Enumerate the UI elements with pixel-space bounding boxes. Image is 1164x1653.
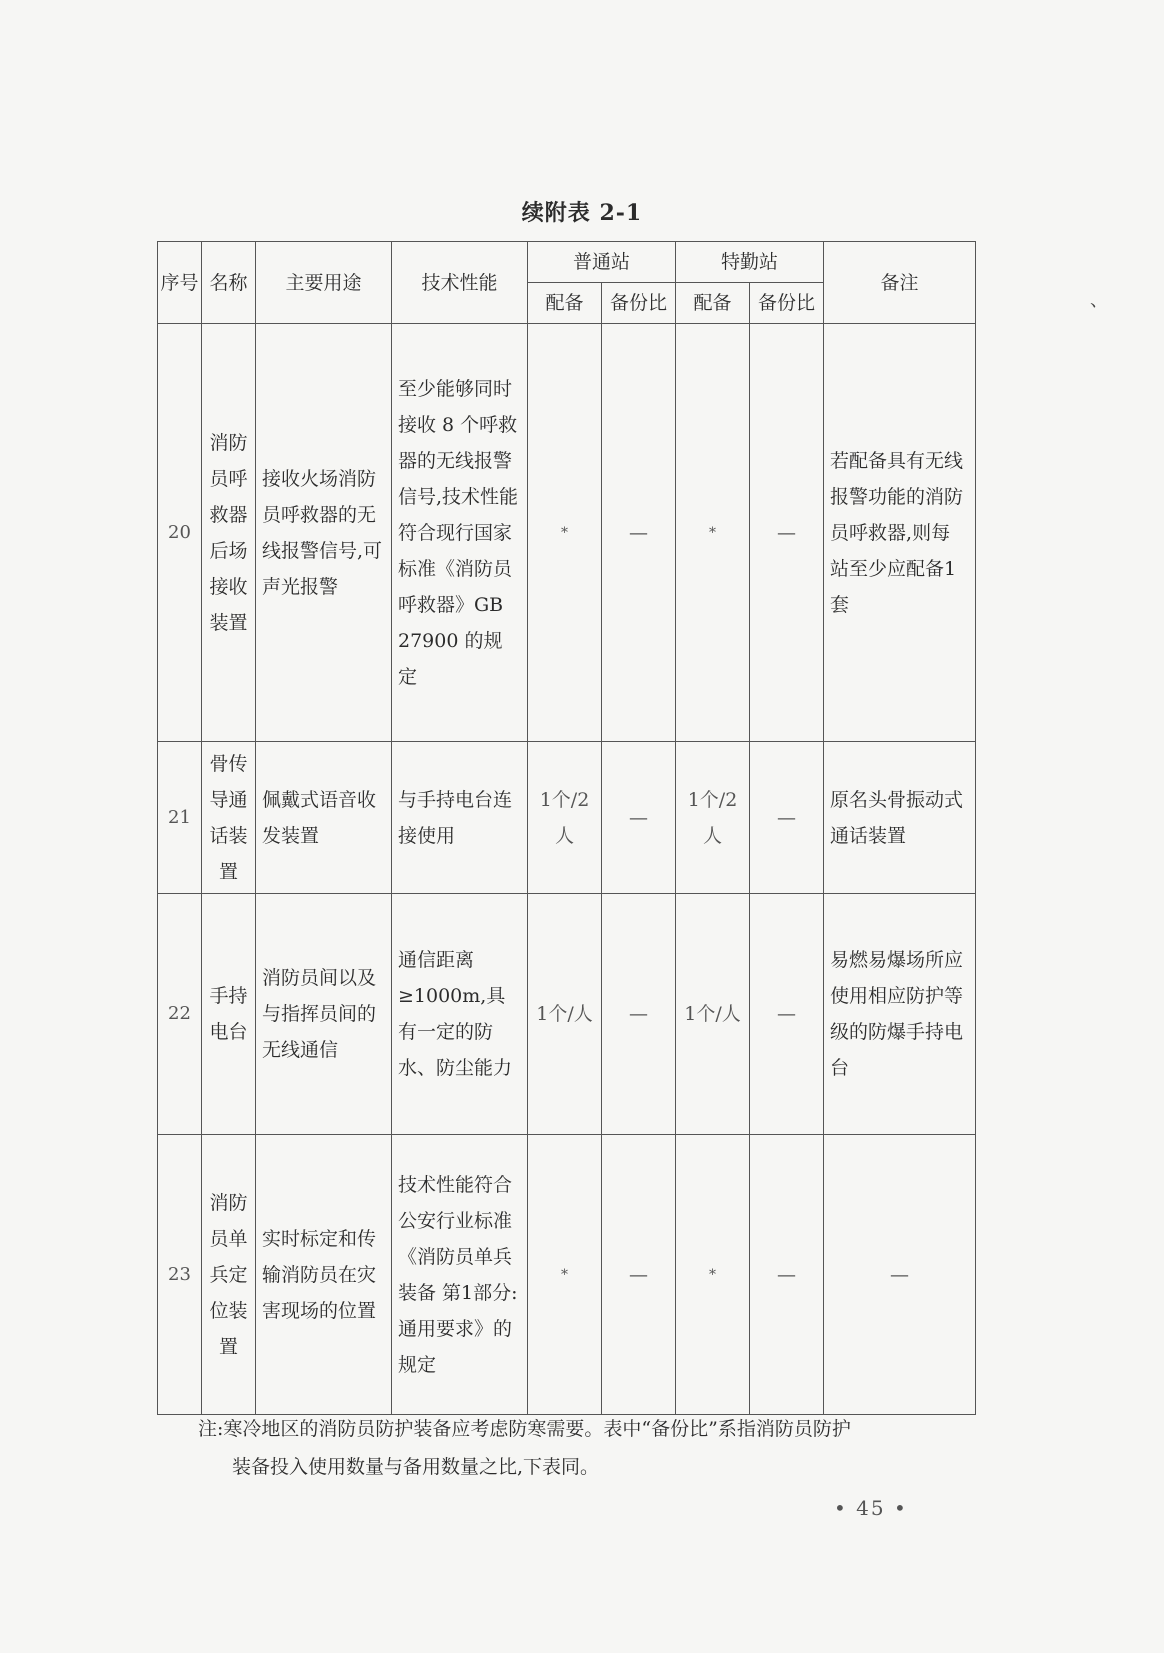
- row-special-backup: —: [750, 1135, 824, 1415]
- row-use: 接收火场消防员呼救器的无线报警信号,可声光报警: [256, 324, 392, 742]
- row-perf: 通信距离≥1000m,具有一定的防水、防尘能力: [392, 894, 528, 1135]
- page-number: • 45 •: [834, 1496, 908, 1520]
- row-name: 消防员单兵定位装置: [202, 1135, 256, 1415]
- header-special-station: 特勤站: [676, 242, 824, 283]
- row-special-backup: —: [750, 894, 824, 1135]
- row-use: 佩戴式语音收发装置: [256, 742, 392, 894]
- header-normal-backup: 备份比: [602, 283, 676, 324]
- table-row: [158, 324, 976, 742]
- row-use: 消防员间以及与指挥员间的无线通信: [256, 894, 392, 1135]
- row-special-equip: *: [676, 1135, 750, 1415]
- row-seq: 20: [158, 324, 202, 742]
- table-note: [200, 1410, 980, 1486]
- table-title: 续附表 2-1: [521, 200, 643, 226]
- row-normal-backup: —: [602, 324, 676, 742]
- row-seq: 22: [158, 894, 202, 1135]
- header-special-equip: 配备: [676, 283, 750, 324]
- equipment-table: [157, 241, 976, 1415]
- row-normal-equip: *: [528, 324, 602, 742]
- header-normal-station: 普通站: [528, 242, 676, 283]
- row-use: 实时标定和传输消防员在灾害现场的位置: [256, 1135, 392, 1415]
- row-perf: 与手持电台连接使用: [392, 742, 528, 894]
- row-special-equip: 1个/人: [676, 894, 750, 1135]
- note-line-2: 装备投入使用数量与备用数量之比,下表同。: [232, 1456, 600, 1478]
- row-normal-backup: —: [602, 742, 676, 894]
- header-use: 主要用途: [256, 242, 392, 324]
- row-perf: 技术性能符合公安行业标准《消防员单兵装备 第1部分:通用要求》的规定: [392, 1135, 528, 1415]
- table-row: [158, 1135, 976, 1415]
- row-seq: 21: [158, 742, 202, 894]
- note-line-1: 注:寒冷地区的消防员防护装备应考虑防寒需要。表中“备份比”系指消防员防护: [198, 1418, 851, 1440]
- row-normal-equip: *: [528, 1135, 602, 1415]
- header-normal-equip: 配备: [528, 283, 602, 324]
- table-row: [158, 742, 976, 894]
- header-remarks: 备注: [824, 242, 976, 324]
- row-remarks: —: [824, 1135, 976, 1415]
- row-special-equip: 1个/2人: [676, 742, 750, 894]
- row-name: 消防员呼救器后场接收装置: [202, 324, 256, 742]
- header-seq: 序号: [158, 242, 202, 324]
- row-normal-equip: 1个/人: [528, 894, 602, 1135]
- row-special-backup: —: [750, 324, 824, 742]
- row-name: 手持电台: [202, 894, 256, 1135]
- row-remarks: 若配备具有无线报警功能的消防员呼救器,则每站至少应配备1套: [824, 324, 976, 742]
- header-name: 名称: [202, 242, 256, 324]
- row-remarks: 原名头骨振动式通话装置: [824, 742, 976, 894]
- stray-mark: 、: [1090, 290, 1108, 311]
- row-normal-backup: —: [602, 894, 676, 1135]
- row-normal-backup: —: [602, 1135, 676, 1415]
- row-name: 骨传导通话装置: [202, 742, 256, 894]
- row-remarks: 易燃易爆场所应使用相应防护等级的防爆手持电台: [824, 894, 976, 1135]
- table-row: [158, 894, 976, 1135]
- row-perf: 至少能够同时接收 8 个呼救器的无线报警信号,技术性能符合现行国家标准《消防员呼救器》GB 27900 的规定: [392, 324, 528, 742]
- row-normal-equip: 1个/2人: [528, 742, 602, 894]
- row-special-backup: —: [750, 742, 824, 894]
- row-special-equip: *: [676, 324, 750, 742]
- header-perf: 技术性能: [392, 242, 528, 324]
- header-special-backup: 备份比: [750, 283, 824, 324]
- row-seq: 23: [158, 1135, 202, 1415]
